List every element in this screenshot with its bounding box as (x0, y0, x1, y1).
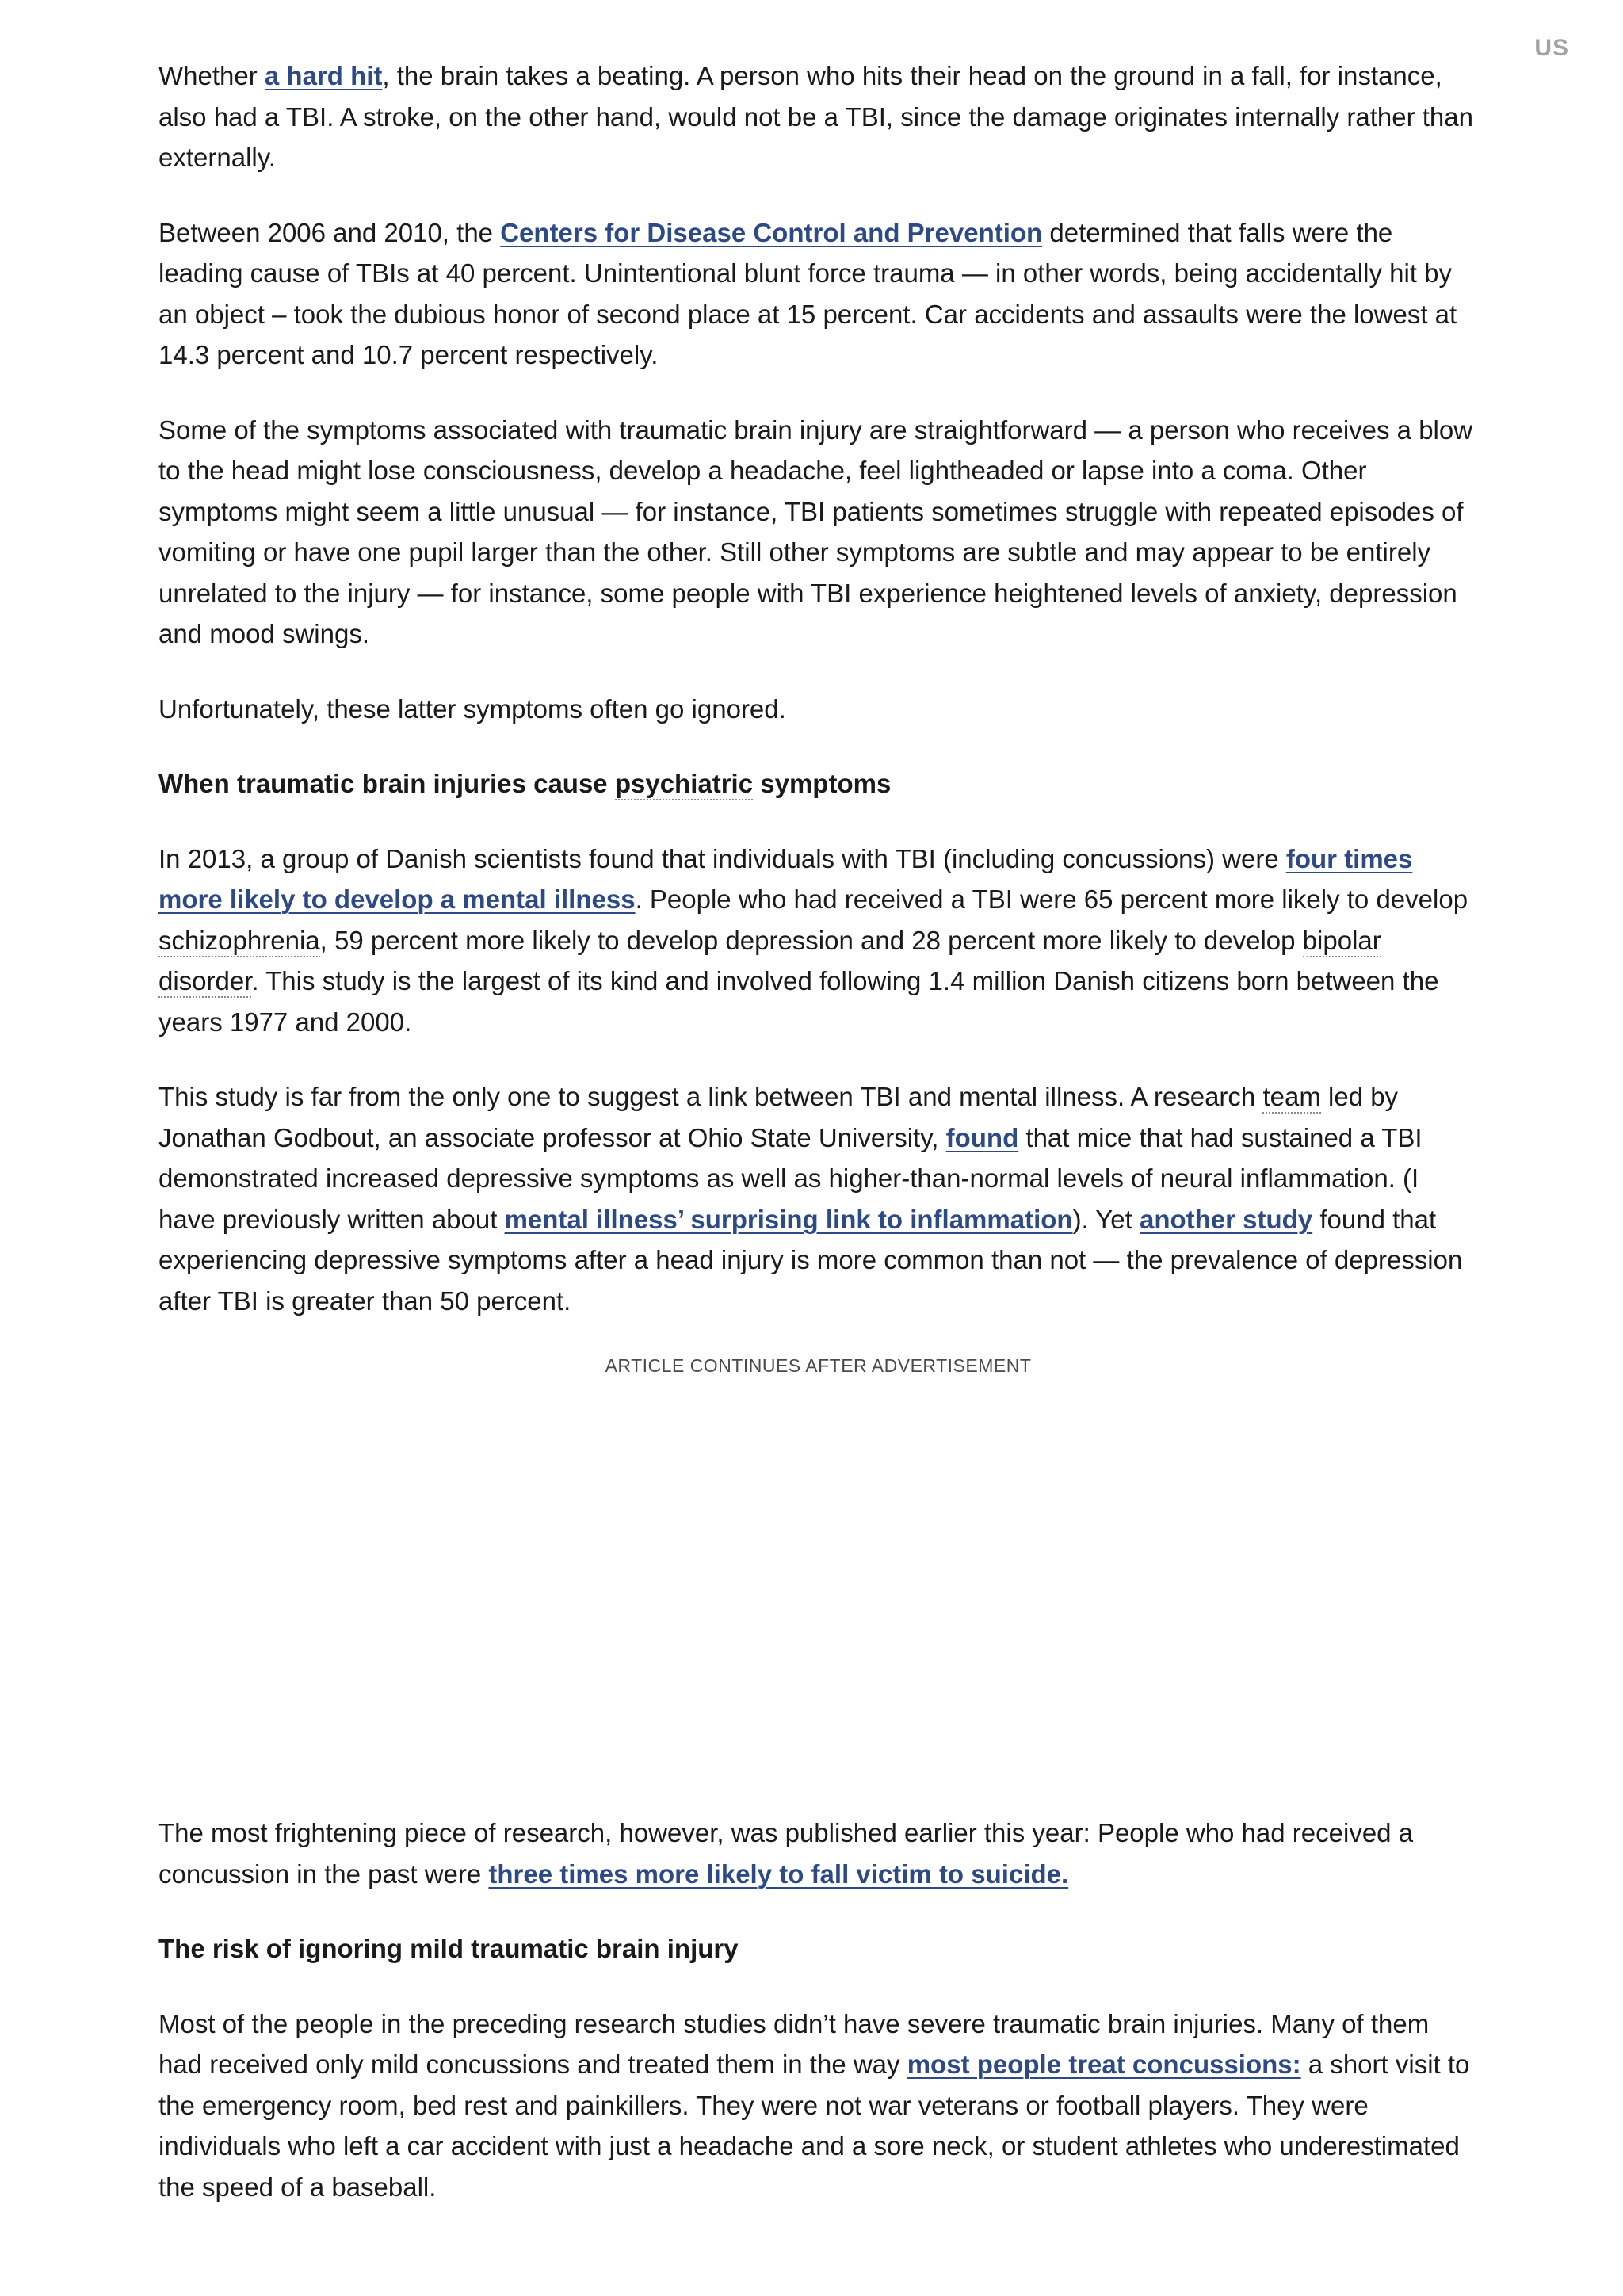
link-another-study[interactable]: another study (1139, 1204, 1313, 1234)
text-run: , the brain takes a beating. A person who hits their head on the ground in a fall, for instance, (382, 61, 1442, 90)
paragraph-suicide-research (158, 1813, 1478, 1894)
paragraph-tbi-definition (158, 55, 1478, 178)
paragraph-ohio-state-research (158, 1076, 1478, 1321)
text-run: symptoms (753, 769, 892, 798)
link-hard-hit[interactable]: a hard hit (264, 61, 383, 90)
text-run: led by Jonathan Godbout, an associate professor at Ohio State University, (158, 1082, 1399, 1152)
text-run: When traumatic brain injuries cause (158, 769, 615, 798)
glossary-term-schizophrenia[interactable]: schizophrenia (158, 926, 320, 957)
link-most-people-treat-concussions[interactable]: most people treat concussions: (907, 2050, 1301, 2079)
glossary-term-team[interactable]: team (1262, 1082, 1320, 1114)
text-run: , 59 percent more likely to develop depression and 28 percent more likely to develop (319, 925, 1303, 955)
link-mental-illness-inflammation[interactable]: mental illness’ surprising link to inflammation (504, 1204, 1073, 1234)
glossary-term-psychiatric[interactable]: psychiatric (615, 769, 753, 800)
text-run: . People who had received a TBI were 65 percent more likely to develop (635, 884, 1468, 914)
text-run: also had a TBI. A stroke, on the other hand, would not be a TBI, since the damage originates internally rather than externally. (158, 101, 1473, 172)
text-run: Whether (158, 61, 265, 90)
region-label[interactable]: US (1534, 35, 1569, 61)
paragraph-symptoms: Some of the symptoms associated with traumatic brain injury are straightforward — a person who receives a blow to the head might lose consciousness, develop a headache, feel lightheaded or lapse into a coma. Other symptoms might seem a little unusual — for instance, TBI patients sometimes struggle with repeated episodes of vomiting or have one pupil larger than the other. Still other symptoms are subtle and may appear to be entirely unrelated to the injury — for instance, some people with TBI experience heightened levels of anxiety, depression and mood swings. (158, 415, 1473, 648)
link-three-times-more-likely[interactable]: three times more likely to fall victim to suicide. (488, 1859, 1069, 1889)
text-run: ). Yet (1072, 1204, 1140, 1234)
text-run: a short visit to the emergency room, bed rest and painkillers. They were not war veterans or football players. They were individuals who left a car accident with just a headache and a sore neck, or student athletes who underestimated the speed of a baseball. (158, 2050, 1470, 2202)
text-run: found that experiencing depressive symptoms after a head injury is more common than not — the prevalence of depression after TBI is greater than 50 percent. (158, 1204, 1463, 1316)
text-run: determined that falls were the leading cause of TBIs at 40 percent. Unintentional blunt force trauma — in other words, being accidentally hit by an object – took the dubious honor of second place at 15 percent. Car accidents and assaults were the lowest at 14.3 percent and 10.7 percent respectively. (158, 217, 1457, 369)
text-run: . This study is the largest of its kind and involved following 1.4 million Danish citizens born between the years 1977 and 2000. (158, 966, 1439, 1037)
text-run: that mice that had sustained a TBI demonstrated increased depressive symptoms as well as higher-than-normal levels of neural inflammation. (I have previously written about (158, 1122, 1423, 1234)
text-run: In 2013, a group of Danish scientists found that individuals with TBI (including concussions) were (158, 843, 1286, 873)
paragraph-mild-concussions (158, 2004, 1478, 2208)
text-run: Most of the people in the preceding research studies didn’t have severe traumatic brain injuries. Many of them had received only mild concussions and treated them in the way (158, 2008, 1430, 2079)
advertisement-label: ARTICLE CONTINUES AFTER ADVERTISEMENT (605, 1355, 1032, 1376)
advertisement-slot (158, 1408, 1478, 1813)
paragraph-ignored-symptoms: Unfortunately, these latter symptoms often go ignored. (158, 693, 786, 724)
paragraph-cdc-statistics (158, 212, 1478, 376)
glossary-term-bipolar-disorder[interactable]: bipolar disorder (158, 926, 1381, 999)
subheading-psychiatric-symptoms (158, 763, 1478, 804)
link-four-times-more-likely[interactable]: four times more likely to develop a mental illness (158, 843, 1413, 914)
link-cdc[interactable]: Centers for Disease Control and Prevention (500, 217, 1043, 247)
text-run: This study is far from the only one to suggest a link between TBI and mental illness. A research (158, 1082, 1263, 1111)
subheading-mild-tbi-risk: The risk of ignoring mild traumatic brain injury (158, 1934, 739, 1963)
link-found[interactable]: found (945, 1122, 1019, 1152)
article-body (158, 61, 1478, 2241)
text-run: The most frightening piece of research, however, was published earlier this year: People who had received a concussion in the past were (158, 1818, 1414, 1889)
paragraph-danish-study (158, 839, 1478, 1043)
text-run: Between 2006 and 2010, the (158, 217, 501, 247)
